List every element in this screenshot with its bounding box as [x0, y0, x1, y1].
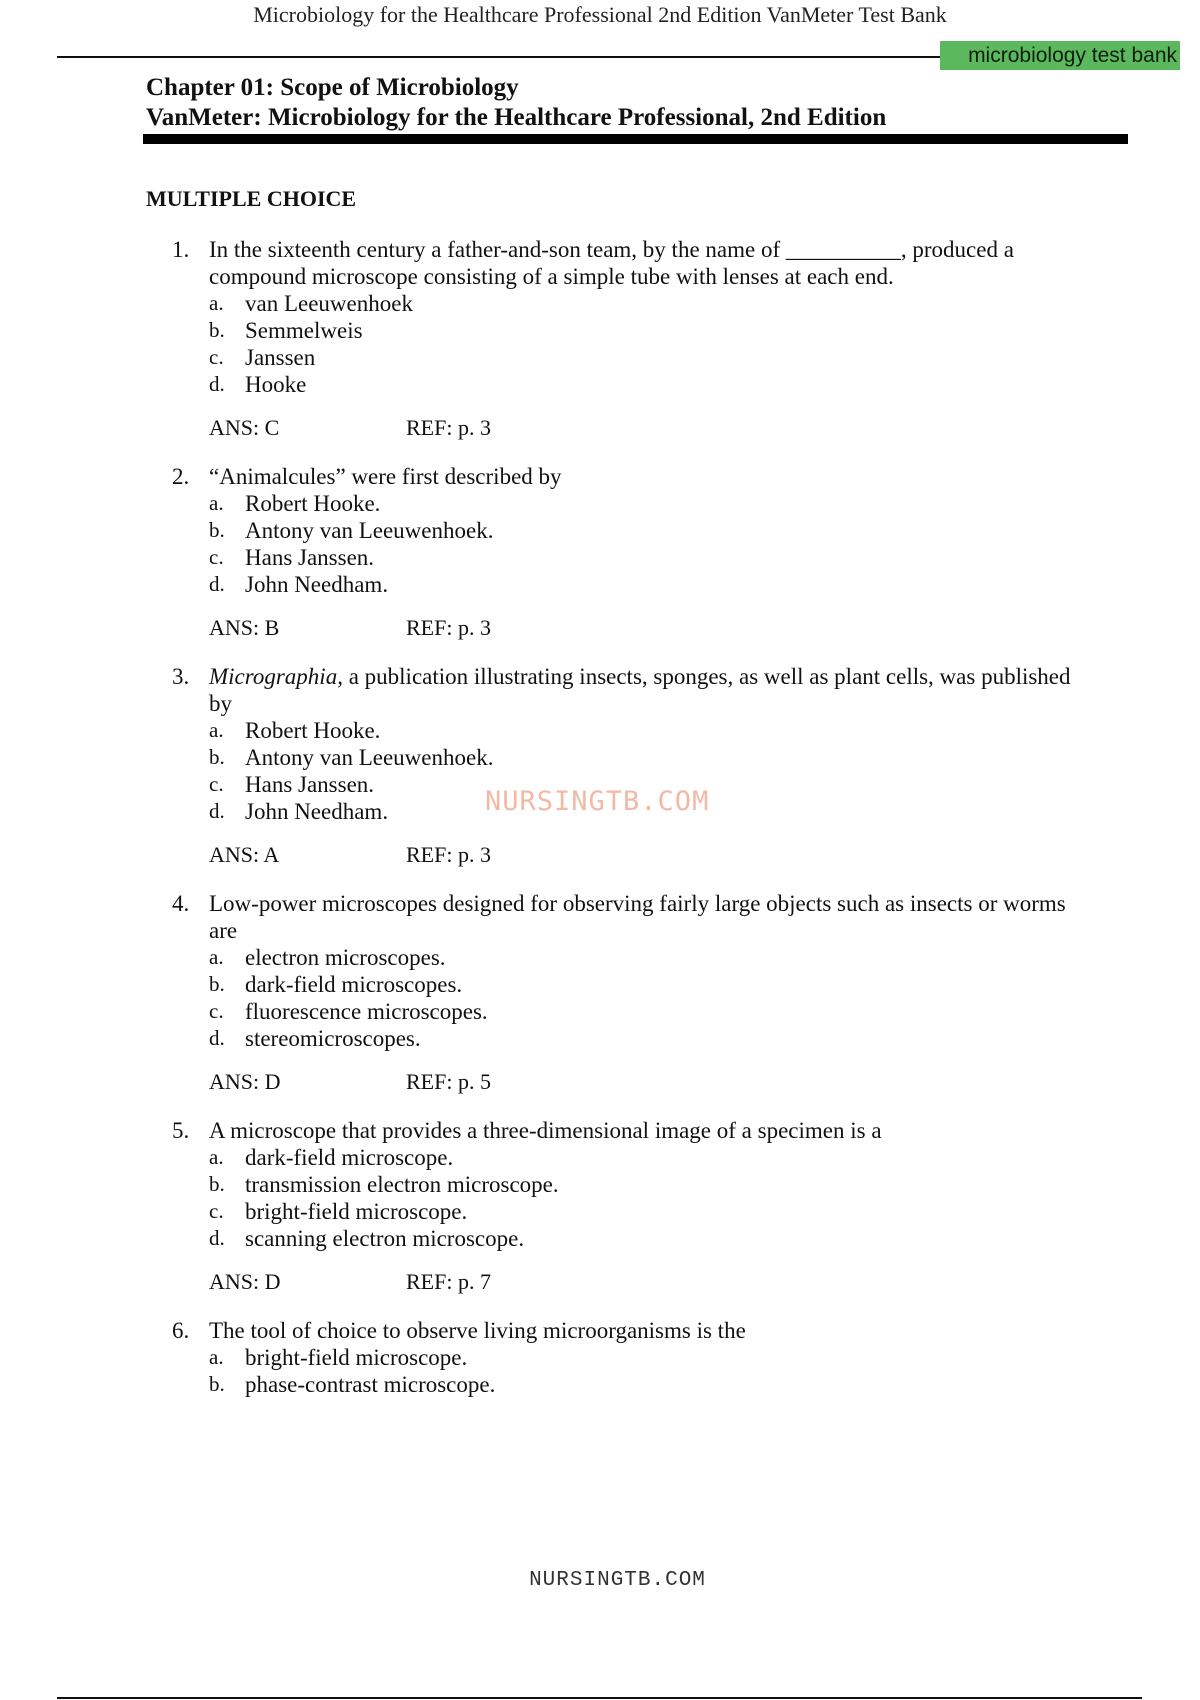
question-stem — [0, 1117, 1129, 1144]
option-b: b. phase-contrast microscope. — [209, 1372, 496, 1397]
question-number: 3. — [172, 664, 190, 689]
reference: REF: p. 3 — [406, 415, 491, 440]
reference: REF: p. 7 — [406, 1269, 491, 1294]
question-text: In the sixteenth century a father-and-son team, by the name of __________, produced a — [209, 237, 1014, 262]
reference: REF: p. 5 — [406, 1069, 491, 1094]
option-d: d. stereomicroscopes. — [209, 1026, 421, 1051]
question-number: 5. — [172, 1118, 190, 1143]
answer-row — [0, 841, 1200, 868]
option-list — [0, 490, 1200, 598]
question-stem-continued — [0, 263, 1129, 290]
option-list — [0, 1144, 1200, 1252]
option-a: a. electron microscopes. — [209, 945, 446, 970]
option-c: c. fluorescence microscopes. — [209, 999, 488, 1024]
option-a: a. bright-field microscope. — [209, 1345, 468, 1370]
question-1 — [0, 236, 1200, 441]
answer-row — [0, 1268, 1200, 1295]
question-list — [0, 236, 1200, 1420]
question-number: 1. — [172, 237, 190, 262]
option-c: c. Hans Janssen. — [209, 545, 375, 570]
question-5 — [0, 1117, 1200, 1295]
option-a: a. dark-field microscope. — [209, 1145, 454, 1170]
question-3 — [0, 663, 1200, 868]
question-text: are — [209, 918, 238, 943]
question-text: A microscope that provides a three-dimensional image of a specimen is a — [209, 1118, 882, 1143]
answer: ANS: D — [209, 1269, 281, 1294]
question-text: Low-power microscopes designed for observing fairly large objects such as insects or worms — [209, 891, 1066, 916]
option-c: c. bright-field microscope. — [209, 1199, 468, 1224]
question-stem-continued — [0, 690, 1129, 717]
question-number: 6. — [172, 1318, 190, 1343]
question-text: a publication illustrating insects, sponges, as well as plant cells, was published — [342, 664, 1071, 689]
highlight-tag: microbiology test bank — [940, 41, 1180, 70]
option-b: b. Semmelweis — [209, 318, 363, 343]
question-text: The tool of choice to observe living microorganisms is the — [209, 1318, 746, 1343]
question-stem-continued — [0, 917, 1129, 944]
option-d: d. John Needham. — [209, 799, 389, 824]
option-list — [0, 1344, 1200, 1398]
option-list — [0, 944, 1200, 1052]
option-a: a. Robert Hooke. — [209, 491, 381, 516]
answer: ANS: C — [209, 415, 280, 440]
title-rule — [143, 134, 1128, 144]
question-2 — [0, 463, 1200, 641]
answer-row — [0, 1068, 1200, 1095]
answer-row — [0, 614, 1200, 641]
question-stem — [0, 1317, 1129, 1344]
book-title: VanMeter: Microbiology for the Healthcare Professional, 2nd Edition — [146, 104, 887, 131]
answer: ANS: D — [209, 1069, 281, 1094]
option-c: c. Hans Janssen. — [209, 772, 375, 797]
option-b: b. Antony van Leeuwenhoek. — [209, 518, 494, 543]
option-a: a. van Leeuwenhoek — [209, 291, 413, 316]
question-text: “Animalcules” were first described by — [209, 464, 562, 489]
running-header: Microbiology for the Healthcare Professional 2nd Edition VanMeter Test Bank — [253, 2, 947, 27]
answer: ANS: A — [209, 842, 280, 867]
section-heading: MULTIPLE CHOICE — [146, 186, 357, 211]
question-stem — [0, 890, 1129, 917]
option-d: d. John Needham. — [209, 572, 389, 597]
option-d: d. scanning electron microscope. — [209, 1226, 525, 1251]
question-stem — [0, 236, 1129, 263]
watermark: NURSINGTB.COM — [485, 786, 710, 817]
option-c: c. Janssen — [209, 345, 316, 370]
footer-rule — [57, 1697, 1142, 1699]
option-b: b. transmission electron microscope. — [209, 1172, 559, 1197]
reference: REF: p. 3 — [406, 842, 491, 867]
footer-domain: NURSINGTB.COM — [529, 1569, 706, 1592]
question-text: compound microscope consisting of a simple tube with lenses at each end. — [209, 264, 894, 289]
option-list — [0, 290, 1200, 398]
question-number: 4. — [172, 891, 190, 916]
option-b: b. dark-field microscopes. — [209, 972, 463, 997]
answer-row — [0, 414, 1200, 441]
question-number: 2. — [172, 464, 190, 489]
question-text: by — [209, 691, 232, 716]
question-6 — [0, 1317, 1200, 1398]
question-stem — [0, 663, 1129, 690]
question-4 — [0, 890, 1200, 1095]
chapter-title: Chapter 01: Scope of Microbiology — [146, 74, 519, 101]
publication-title: Micrographia, — [209, 664, 343, 689]
reference: REF: p. 3 — [406, 615, 491, 640]
option-b: b. Antony van Leeuwenhoek. — [209, 745, 494, 770]
option-d: d. Hooke — [209, 372, 307, 397]
answer: ANS: B — [209, 615, 280, 640]
option-a: a. Robert Hooke. — [209, 718, 381, 743]
question-stem — [0, 463, 1129, 490]
